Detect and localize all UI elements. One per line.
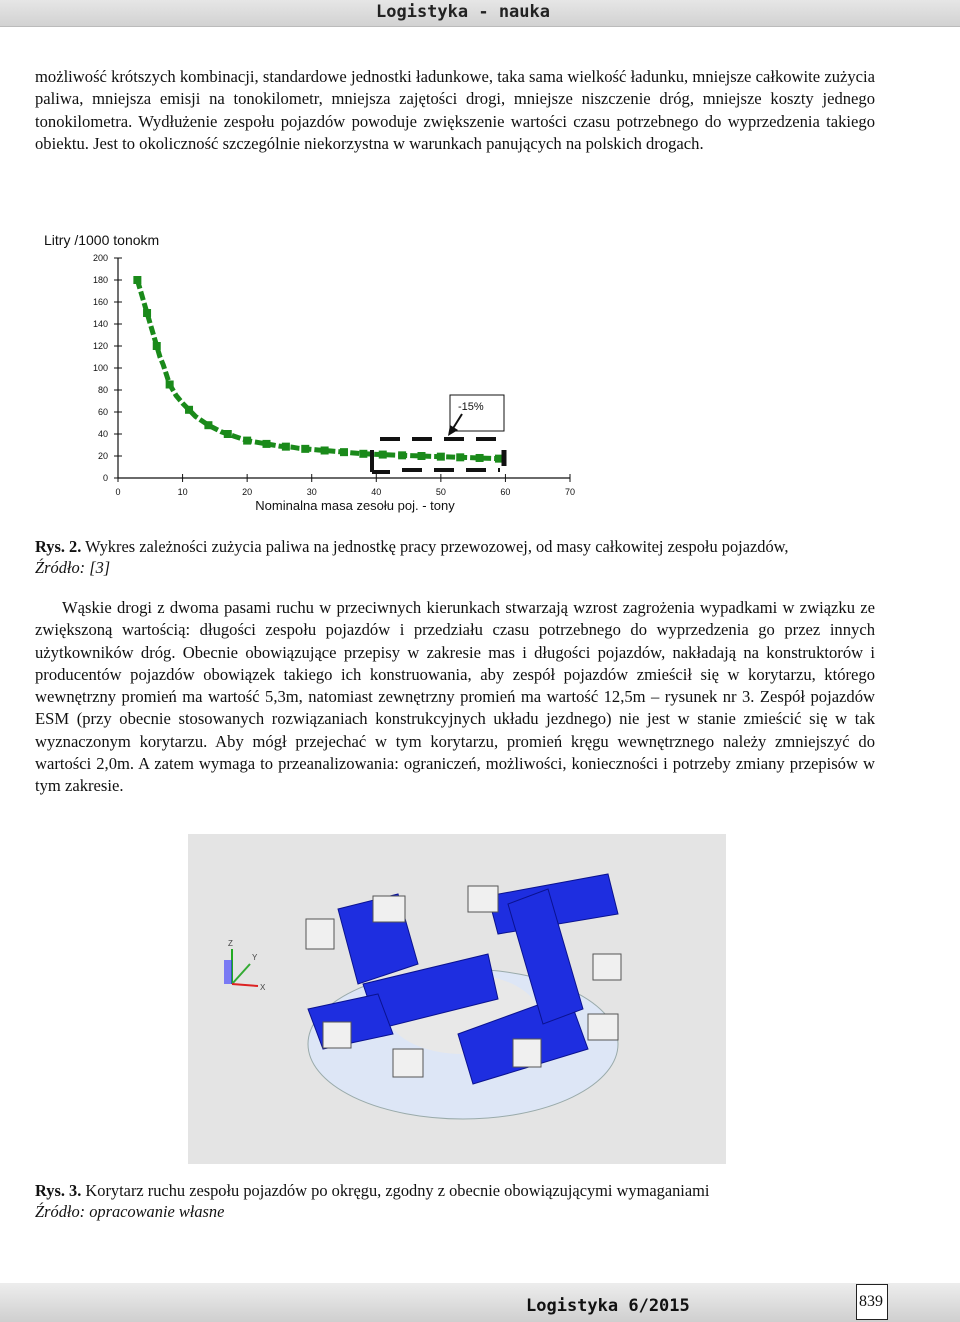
annotation-box bbox=[448, 395, 504, 436]
data-point bbox=[224, 430, 232, 438]
data-point bbox=[301, 445, 309, 453]
axis-triad-icon bbox=[224, 939, 266, 992]
x-tick-label: 70 bbox=[564, 487, 576, 497]
data-point bbox=[379, 451, 387, 459]
data-point bbox=[417, 452, 425, 460]
data-point bbox=[456, 453, 464, 461]
data-point bbox=[398, 451, 406, 459]
y-tick-label: 0 bbox=[102, 473, 108, 483]
x-tick-label: 20 bbox=[242, 487, 253, 497]
x-tick-label: 60 bbox=[500, 487, 511, 497]
y-tick-label: 20 bbox=[97, 451, 108, 461]
x-tick-label: 40 bbox=[371, 487, 382, 497]
y-tick-label: 100 bbox=[92, 363, 108, 373]
figure-2-text: Wykres zależności zużycia paliwa na jednostkę pracy przewozowej, od masy całkowitej zespołu pojazdów, bbox=[81, 537, 789, 556]
data-point bbox=[185, 406, 193, 414]
data-point bbox=[359, 450, 367, 458]
axis-y-label: Y bbox=[252, 953, 258, 962]
figure-3-caption bbox=[35, 1180, 915, 1222]
journal-section-title: Logistyka - nauka bbox=[376, 2, 550, 22]
figure-3-text: Korytarz ruchu zespołu pojazdów po okręgu, zgodny z obecnie obowiązującymi wymaganiami bbox=[81, 1181, 710, 1200]
x-axis-label: Nominalna masa zesołu poj. - tony bbox=[255, 498, 455, 513]
annotation-label: -15% bbox=[458, 401, 484, 413]
journal-issue-title: Logistyka 6/2015 bbox=[526, 1296, 690, 1316]
paragraph-main bbox=[35, 597, 875, 798]
figure-3-label: Rys. 3. bbox=[35, 1181, 82, 1200]
y-tick-label: 60 bbox=[97, 407, 108, 417]
figure-3-source: Źródło: opracowanie własne bbox=[35, 1202, 225, 1221]
data-point bbox=[166, 381, 174, 389]
data-point bbox=[282, 443, 290, 451]
figure-3-image bbox=[188, 834, 726, 1164]
y-tick-label: 180 bbox=[92, 275, 108, 285]
x-tick-label: 0 bbox=[115, 487, 121, 497]
y-axis-label: Litry /1000 tonokm bbox=[44, 232, 160, 248]
data-point bbox=[476, 454, 484, 462]
data-point bbox=[143, 309, 151, 317]
data-point bbox=[243, 437, 251, 445]
data-point bbox=[263, 440, 271, 448]
figure-2-caption bbox=[35, 536, 915, 578]
fuel-consumption-chart bbox=[30, 228, 590, 516]
data-point bbox=[153, 342, 161, 350]
data-point bbox=[204, 421, 212, 429]
figure-2-label: Rys. 2. bbox=[35, 537, 82, 556]
paragraph-intro: możliwość krótszych kombinacji, standardowe jednostki ładunkowe, taka sama wielkość ładunku, mniejsze całkowite zużycia paliwa, mniejsza emisji na tonokilometr, mniejsza zajętości drogi, mniejsze niszczenie dróg, mniejsze koszty jednego tonokilometra. Wydłużenie zespołu pojazdów powoduje zwiększenie wartości czasu potrzebnego do wyprzedzenia takiego obiektu. Jest to okoliczność szczególnie niekorzystna w warunkach panujących na polskich drogach. bbox=[35, 67, 875, 153]
page-number: 839 bbox=[859, 1293, 883, 1310]
y-tick-label: 140 bbox=[92, 319, 108, 329]
x-tick-label: 50 bbox=[435, 487, 446, 497]
x-tick-label: 10 bbox=[177, 487, 188, 497]
y-tick-label: 200 bbox=[92, 253, 108, 263]
y-tick-label: 80 bbox=[97, 385, 108, 395]
paragraph-main-text: Wąskie drogi z dwoma pasami ruchu w przeciwnych kierunkach stwarzają wzrost zagrożenia wypadkami w związku ze zwiększoną wartością: długości zespołu pojazdów i przedziału czasu potrzebnego do wyprzedzenia go przez innych użytkowników dróg. Obecnie obowiązujące przepisy w zakresie mas i długości pojazdów, nakładają na konstruktorów i producentów pojazdów obowiązek takiego ich konstruowania, aby zespół pojazdów zmieścił się w korytarzu, którego wewnętrzny promień ma wartość 5,3m, natomiast zewnętrzny promień ma wartość 12,5m – rysunek nr 3. Zespół pojazdów ESM (przy obecnie stosowanych rozwiązaniach konstrukcyjnych układu jezdnego) nie jest w stanie zmieścić się w tak wyznaczonym korytarzu. Aby mógł przejechać w tym korytarzu, promień kręgu wewnętrznego należy zmniejszyć do wartości 2,0m. A zatem wymaga to przeanalizowania: ograniczeń, możliwości, konieczności i potrzeby zmiany przepisów w tym zakresie. bbox=[35, 598, 875, 796]
axis-z-label: Z bbox=[228, 939, 233, 948]
axis-x-label: X bbox=[260, 983, 266, 992]
x-tick-label: 30 bbox=[306, 487, 317, 497]
y-tick-label: 40 bbox=[97, 429, 108, 439]
turning-corridor-render bbox=[188, 834, 726, 1164]
footer-bar bbox=[0, 1283, 960, 1322]
data-point bbox=[437, 453, 445, 461]
chart-axes bbox=[118, 258, 570, 478]
data-point bbox=[133, 276, 141, 284]
figure-2-source: Źródło: [3] bbox=[35, 558, 111, 577]
y-tick-label: 160 bbox=[92, 297, 108, 307]
data-point bbox=[340, 448, 348, 456]
data-point bbox=[321, 447, 329, 455]
y-tick-label: 120 bbox=[92, 341, 108, 351]
